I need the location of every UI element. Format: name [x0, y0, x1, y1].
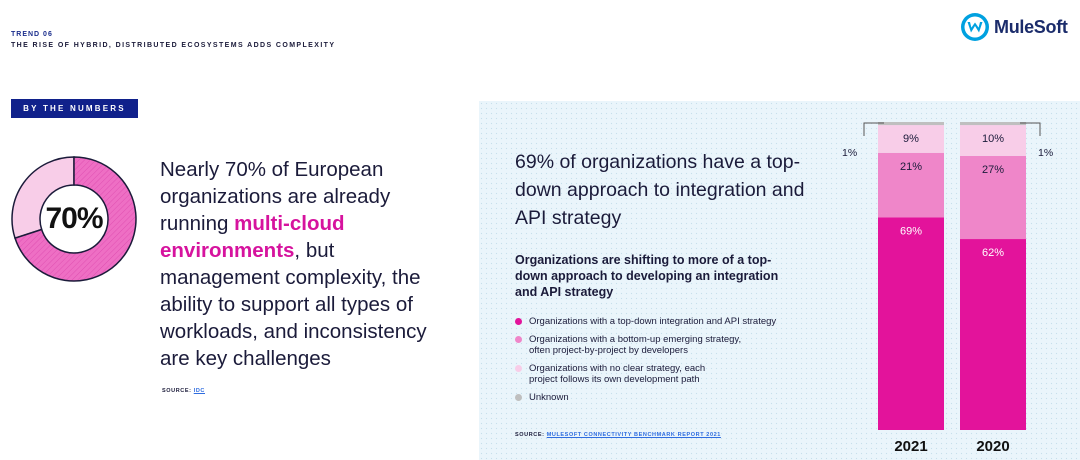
- legend-label: [529, 334, 741, 356]
- legend-label-line: often project-by-project by developers: [529, 345, 688, 356]
- legend-label-line: Unknown: [529, 392, 569, 403]
- legend-label-line: Organizations with a bottom-up emerging strategy,: [529, 334, 742, 345]
- stat-highlight: multi-cloud environments: [160, 212, 345, 262]
- bar-segment: [878, 122, 944, 125]
- legend-item: [515, 316, 835, 327]
- legend-item: [515, 392, 835, 403]
- legend-swatch: [515, 394, 522, 401]
- bar-segment: [960, 122, 1026, 125]
- year-label: 2021: [894, 438, 928, 455]
- legend-label: [529, 392, 569, 403]
- bar-segment-label: 21%: [899, 160, 923, 173]
- stat-text-2: , but management complexity, the ability to support all types of workloads, and inconsistency are key challenges: [160, 239, 427, 370]
- legend-label: [529, 316, 776, 327]
- legend-label: [529, 363, 705, 385]
- source-right: [515, 432, 721, 438]
- stacked-bar-chart: [840, 118, 1080, 460]
- by-the-numbers-badge: BY THE NUMBERS: [11, 99, 138, 118]
- stat-paragraph: [160, 156, 450, 372]
- legend-swatch: [515, 336, 522, 343]
- unknown-label: 1%: [842, 147, 858, 159]
- chart-legend: [515, 316, 835, 410]
- bar-segment-label: 10%: [981, 133, 1005, 146]
- source-left: [162, 388, 205, 394]
- trend-label: TREND 06: [11, 31, 53, 38]
- panel-subhead: Organizations are shifting to more of a top-down approach to developing an integration and API strategy: [515, 253, 779, 299]
- source-right-link[interactable]: MULESOFT CONNECTIVITY BENCHMARK REPORT 2021: [546, 432, 721, 438]
- unknown-label: 1%: [1038, 147, 1054, 159]
- bar-segment-label: 69%: [899, 225, 923, 238]
- source-left-label: SOURCE:: [162, 388, 194, 394]
- stacked-bar-chart-svg: [840, 118, 1080, 460]
- panel-headline: 69% of organizations have a top-down approach to integration and API strategy: [515, 151, 805, 229]
- bar-segment: [878, 217, 944, 430]
- bar-segment-label: 27%: [981, 163, 1005, 176]
- legend-label-line: project follows its own development path: [529, 374, 700, 385]
- legend-swatch: [515, 318, 522, 325]
- mulesoft-logo-icon: [960, 12, 990, 42]
- year-label: 2020: [976, 438, 1010, 455]
- legend-label-line: Organizations with no clear strategy, each: [529, 363, 706, 374]
- mulesoft-logo: [960, 10, 1070, 44]
- trend-title: THE RISE OF HYBRID, DISTRIBUTED ECOSYSTEMS ADDS COMPLEXITY: [11, 42, 336, 49]
- source-left-link[interactable]: IDC: [193, 388, 205, 394]
- logo-text: MuleSoft: [994, 16, 1068, 37]
- bar-segment-label: 9%: [903, 133, 919, 146]
- legend-swatch: [515, 365, 522, 372]
- stat-text-1: Nearly 70% of European organizations are already running: [160, 158, 391, 235]
- donut-value-label: 70%: [45, 202, 103, 235]
- source-right-label: SOURCE:: [515, 432, 547, 438]
- legend-item: [515, 363, 835, 385]
- bar-segment: [960, 239, 1026, 430]
- legend-label-line: Organizations with a top-down integration and API strategy: [529, 316, 777, 327]
- bar-segment-label: 62%: [981, 247, 1005, 260]
- legend-item: [515, 334, 835, 356]
